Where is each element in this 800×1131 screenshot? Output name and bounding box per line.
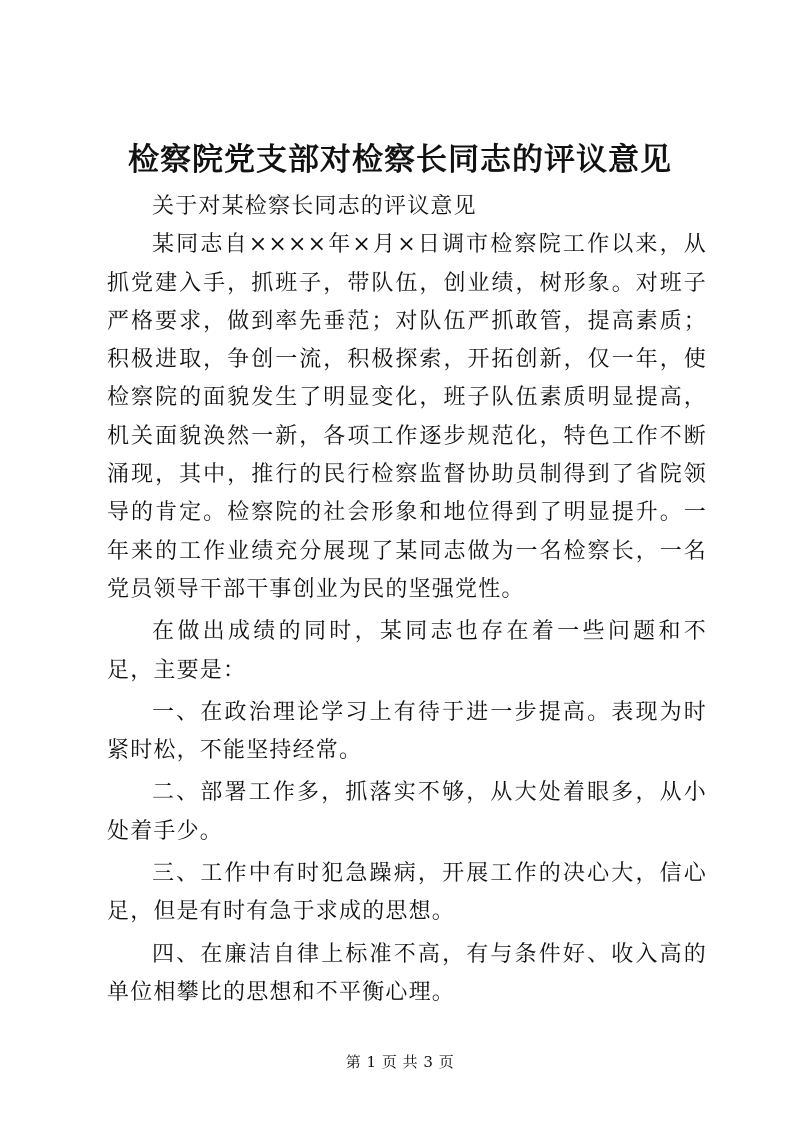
document-title: 检察院党支部对检察长同志的评议意见 [128, 142, 672, 178]
paragraph-problems-intro: 在做出成绩的同时，某同志也存在着一些问题和不足，主要是： [107, 619, 707, 683]
document-subtitle: 关于对某检察长同志的评议意见 [152, 194, 477, 219]
paragraph-problem-4: 四、在廉洁自律上标准不高，有与条件好、收入高的单位相攀比的思想和不平衡心理。 [107, 941, 707, 1005]
paragraph-problem-1: 一、在政治理论学习上有待于进一步提高。表现为时紧时松，不能坚持经常。 [107, 699, 707, 764]
paragraph-achievements: 某同志自××××年×月×日调市检察院工作以来，从抓党建入手，抓班子，带队伍，创业绩，树形象。对班子严格要求，做到率先垂范；对队伍严抓敢管，提高素质；积极进取，争创一流，积极探索，开拓创新，仅一年，使检察院的面貌发生了明显变化，班子队伍素质明显提高，机关面貌涣然一新，各项工作逐步规范化，特色工作不断涌现，其中，推行的民行检察监督协助员制得到了省院领导的肯定。检察院的社会形象和地位得到了明显提升。一年来的工作业绩充分展现了某同志做为一名检察长，一名党员领导干部干事创业为民的坚强党性。 [107, 232, 707, 602]
page-number-footer: 第 1 页 共 3 页 [345, 1053, 455, 1071]
document-body [107, 188, 707, 1012]
paragraph-problem-2: 二、部署工作多，抓落实不够，从大处着眼多，从小处着手少。 [107, 780, 707, 844]
paragraph-problem-3: 三、工作中有时犯急躁病，开展工作的决心大，信心足，但是有时有急于求成的思想。 [107, 861, 707, 925]
